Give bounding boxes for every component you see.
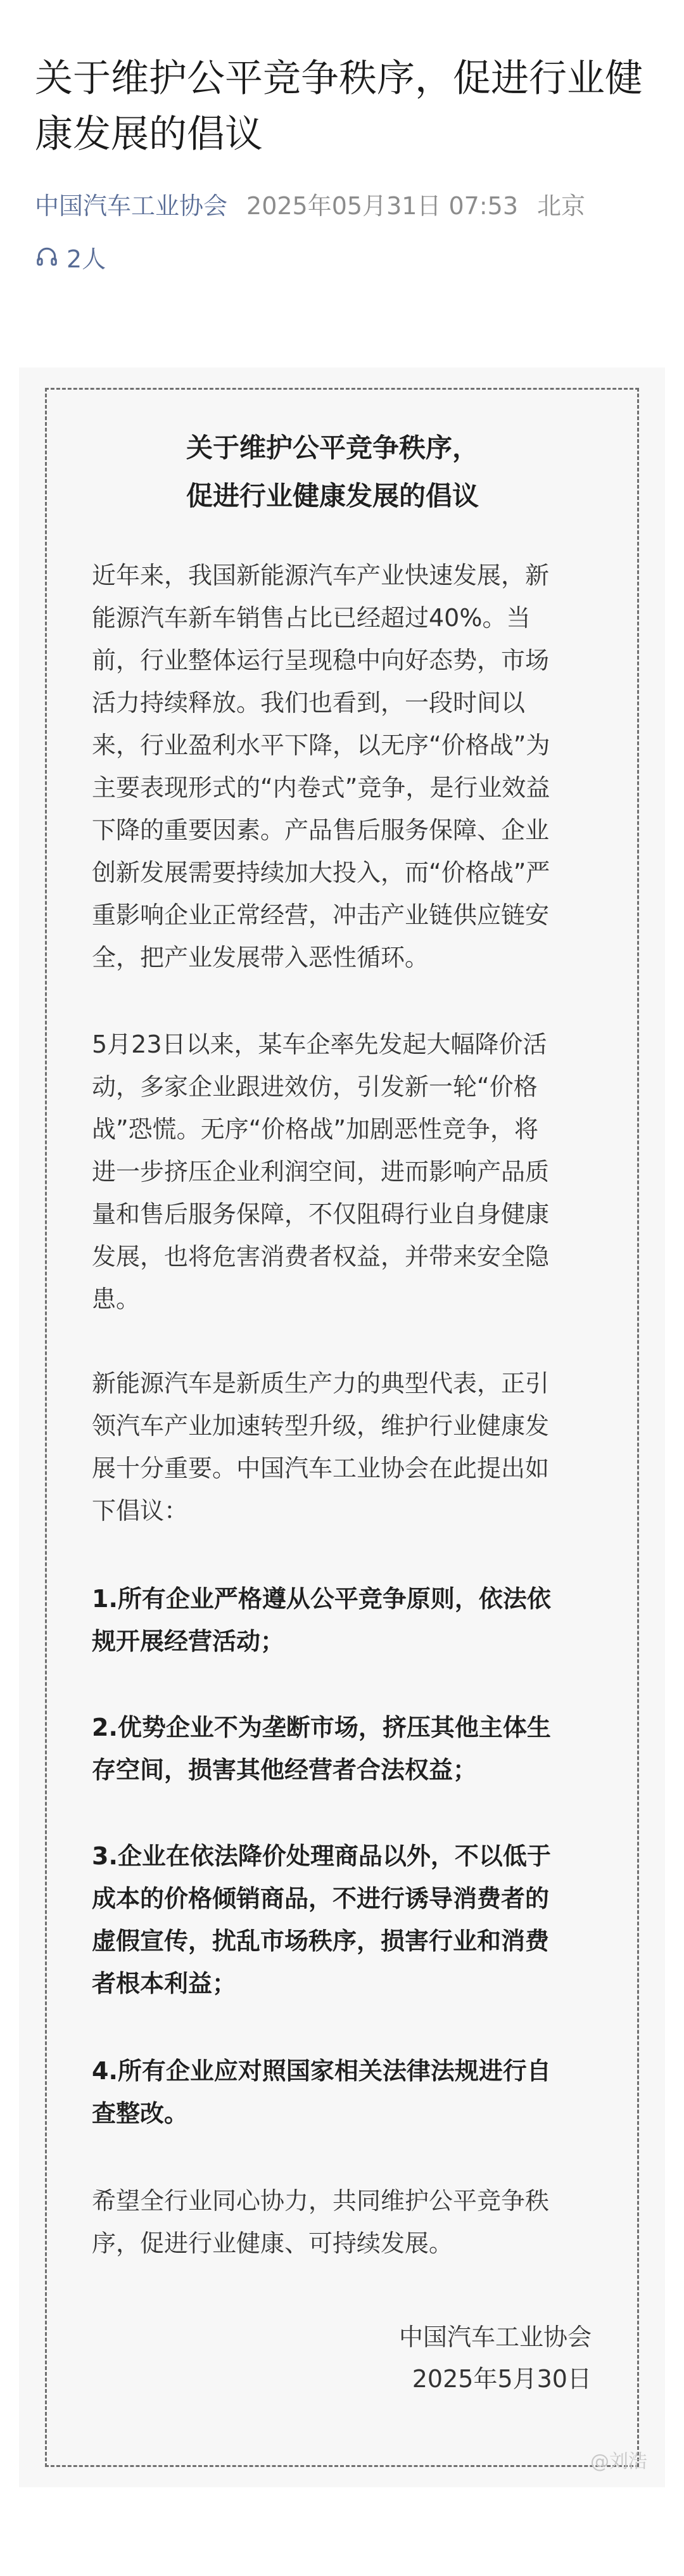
text-line: 2.优势企业不为垄断市场，挤压其他主体生 [92, 1714, 551, 1741]
text-line: 能源汽车新车销售占比已经超过40%。当 [92, 604, 531, 632]
document-title-line: 促进行业健康发展的倡议 [186, 480, 479, 511]
text-line: 来，行业盈利水平下降，以无序“价格战”为 [92, 731, 550, 759]
paragraph-price-war [92, 1023, 598, 1321]
paragraph-closing [92, 2180, 598, 2265]
publish-location: 北京 [537, 192, 586, 220]
text-line: 查整改。 [92, 2099, 189, 2127]
listener-count: 2人 [66, 245, 106, 273]
headphones-icon [35, 245, 59, 269]
text-line: 活力持续释放。我们也看到，一段时间以 [92, 689, 526, 717]
paragraph-intro [92, 554, 598, 979]
watermark: @刘浩 [590, 2451, 647, 2473]
text-line: 规开展经营活动； [92, 1627, 285, 1655]
source-account-link[interactable]: 中国汽车工业协会 [35, 192, 228, 220]
document-dashed-border [45, 388, 639, 2467]
proposal-item-3 [92, 1835, 598, 2005]
text-line: 3.企业在依法降价处理商品以外，不以低于 [92, 1842, 551, 1870]
proposal-item-1 [92, 1578, 598, 1663]
text-line: 患。 [92, 1285, 141, 1313]
signature-org: 中国汽车工业协会 [398, 2323, 592, 2351]
text-line: 领汽车产业加速转型升级，维护行业健康发 [92, 1412, 550, 1440]
text-line: 进一步挤压企业利润空间，进而影响产品质 [92, 1158, 550, 1186]
text-line: 展十分重要。中国汽车工业协会在此提出如 [92, 1454, 550, 1482]
text-line: 动，多家企业跟进效仿，引发新一轮“价格 [92, 1073, 538, 1101]
text-line: 新能源汽车是新质生产力的典型代表，正引 [92, 1369, 550, 1397]
signature-date: 2025年5月30日 [412, 2365, 592, 2393]
text-line: 主要表现形式的“内卷式”竞争，是行业效益 [92, 774, 550, 802]
text-line: 者根本利益； [92, 1970, 237, 1997]
proposal-item-4 [92, 2050, 598, 2135]
text-line: 下倡议： [92, 1497, 189, 1525]
signature-block [364, 2316, 592, 2400]
paragraph-proposal [92, 1362, 598, 1532]
text-line: 存空间，损害其他经营者合法权益； [92, 1756, 478, 1784]
text-line: 下降的重要因素。产品售后服务保障、企业 [92, 816, 550, 844]
text-line: 创新发展需要持续加大投入，而“价格战”严 [92, 859, 550, 887]
text-line: 重影响企业正常经营，冲击产业链供应链安 [92, 901, 550, 929]
text-line: 5月23日以来，某车企率先发起大幅降价活 [92, 1030, 547, 1058]
document-title [92, 424, 573, 520]
text-line: 前，行业整体运行呈现稳中向好态势，市场 [92, 646, 550, 674]
article-title: 关于维护公平竞争秩序，促进行业健康发展的倡议 [35, 56, 643, 157]
text-line: 近年来，我国新能源汽车产业快速发展，新 [92, 561, 550, 589]
publish-date: 2025年05月31日 07:53 [246, 192, 519, 220]
text-line: 战”恐慌。无序“价格战”加剧恶性竞争，将 [92, 1115, 539, 1143]
listen-button[interactable] [35, 238, 106, 276]
text-line: 1.所有企业严格遵从公平竞争原则，依法依 [92, 1585, 551, 1613]
document-image [19, 368, 665, 2487]
proposal-item-2 [92, 1707, 598, 1791]
text-line: 希望全行业同心协力，共同维护公平竞争秩 [92, 2187, 550, 2215]
text-line: 成本的价格倾销商品，不进行诱导消费者的 [92, 1885, 550, 1913]
text-line: 量和售后服务保障，不仅阻碍行业自身健康 [92, 1200, 550, 1228]
text-line: 4.所有企业应对照国家相关法律法规进行自 [92, 2057, 551, 2085]
text-line: 发展，也将危害消费者权益，并带来安全隐 [92, 1243, 550, 1271]
text-line: 序，促进行业健康、可持续发展。 [92, 2229, 453, 2257]
text-line: 全，把产业发展带入恶性循环。 [92, 944, 429, 971]
document-title-line: 关于维护公平竞争秩序， [186, 432, 479, 463]
article-meta [35, 188, 662, 224]
text-line: 虚假宣传，扰乱市场秩序，损害行业和消费 [92, 1927, 550, 1955]
